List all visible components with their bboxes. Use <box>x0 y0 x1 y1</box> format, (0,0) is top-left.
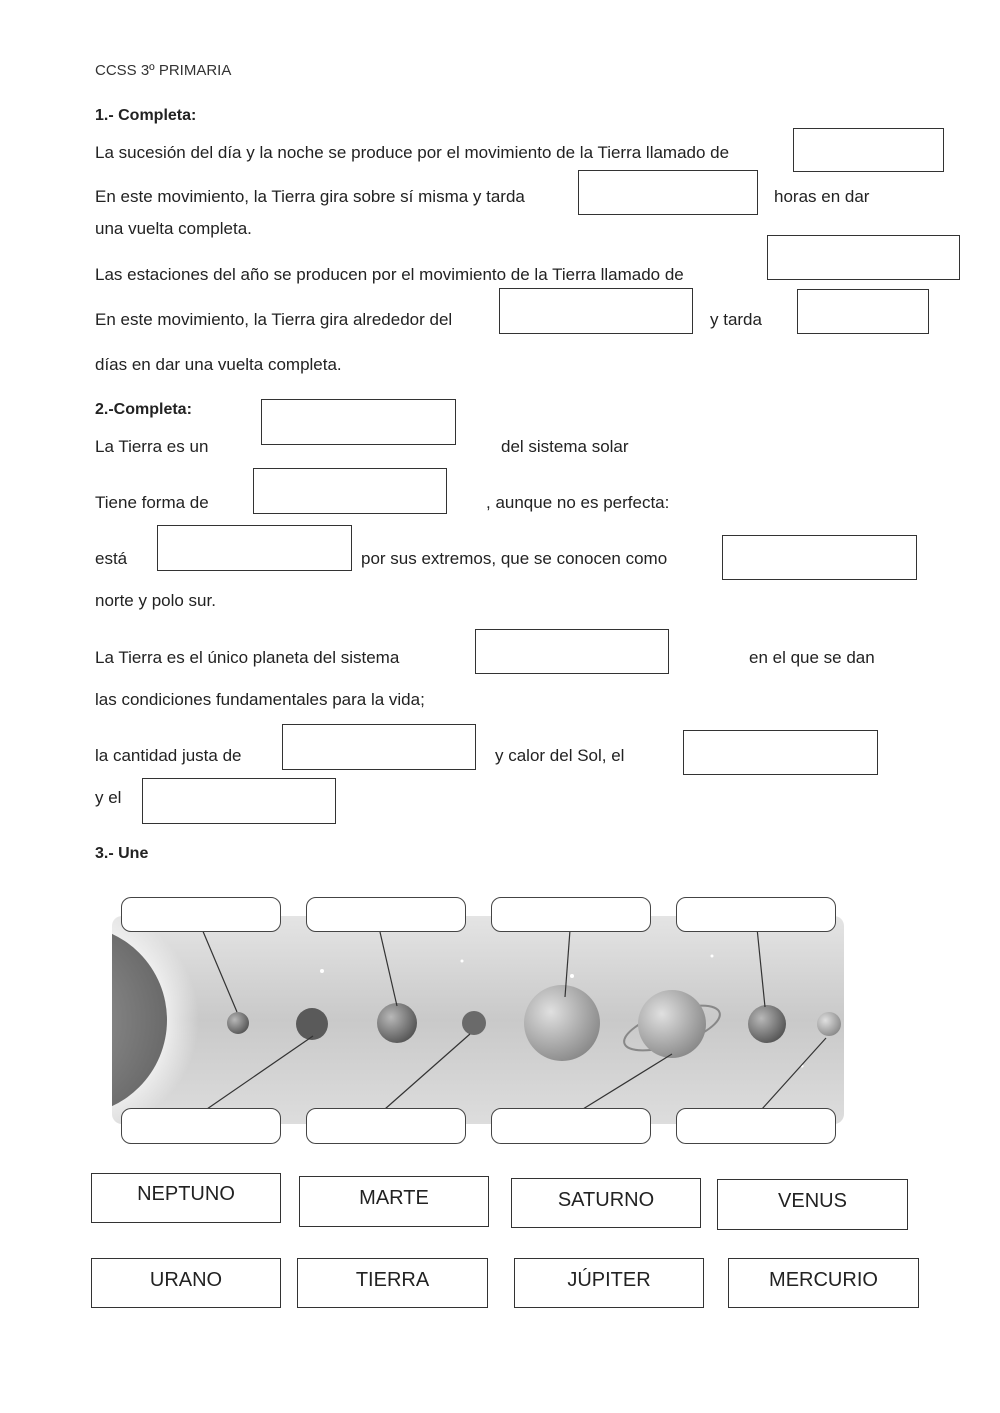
word-tile-mercurio[interactable]: MERCURIO <box>728 1258 919 1308</box>
s1-line2-text-end: horas en dar <box>774 187 870 206</box>
s1-line4-text-end: y tarda <box>710 310 762 329</box>
s2-line2-text-end: , aunque no es perfecta: <box>486 493 670 512</box>
s1-line2-text: En este movimiento, la Tierra gira sobre sí misma y tarda <box>95 187 525 206</box>
word-tile-saturno[interactable]: SATURNO <box>511 1178 701 1228</box>
s2-line6-text: las condiciones fundamentales para la vida; <box>95 690 425 709</box>
s2-line5-text: La Tierra es el único planeta del sistema <box>95 648 400 667</box>
s2-line2-text: Tiene forma de <box>95 493 209 512</box>
planet-label-top-3[interactable] <box>491 897 651 932</box>
s2-line1-text-end: del sistema solar <box>501 437 629 456</box>
planet-label-bottom-4[interactable] <box>676 1108 836 1144</box>
s1-line3-text: Las estaciones del año se producen por el movimiento de la Tierra llamado de <box>95 265 684 284</box>
s1-line1-text: La sucesión del día y la noche se produce por el movimiento de la Tierra llamado de <box>95 143 730 162</box>
s2-line1-text: La Tierra es un <box>95 437 209 456</box>
s2-line4-text: norte y polo sur. <box>95 591 216 610</box>
s1-line5-text: días en dar una vuelta completa. <box>95 355 342 374</box>
word-tile-urano[interactable]: URANO <box>91 1258 281 1308</box>
section-2-title: 2.-Completa: <box>95 401 192 418</box>
planet-label-top-1[interactable] <box>121 897 281 932</box>
planet-label-top-4[interactable] <box>676 897 836 932</box>
word-tile-venus[interactable]: VENUS <box>717 1179 908 1230</box>
section-3-title: 3.- Une <box>95 845 149 862</box>
s2-line8-text: y el <box>95 788 122 807</box>
planet-label-bottom-1[interactable] <box>121 1108 281 1144</box>
s2-line5-text-end: en el que se dan <box>749 648 875 667</box>
s1-line2-continuation: una vuelta completa. <box>95 219 252 238</box>
course-header: CCSS 3º PRIMARIA <box>95 62 232 79</box>
word-tile-tierra[interactable]: TIERRA <box>297 1258 488 1308</box>
planet-label-bottom-2[interactable] <box>306 1108 466 1144</box>
planet-label-bottom-3[interactable] <box>491 1108 651 1144</box>
s2-line7-text-middle: y calor del Sol, el <box>495 746 625 765</box>
word-tile-marte[interactable]: MARTE <box>299 1176 489 1227</box>
word-tile-neptuno[interactable]: NEPTUNO <box>91 1173 281 1223</box>
s1-line4-text: En este movimiento, la Tierra gira alrededor del <box>95 310 453 329</box>
s2-line3-text: está <box>95 549 128 568</box>
section-1-title: 1.- Completa: <box>95 107 197 124</box>
s2-line3-text-middle: por sus extremos, que se conocen como <box>361 549 668 568</box>
word-tile-jupiter[interactable]: JÚPITER <box>514 1258 704 1308</box>
s2-line7-text: la cantidad justa de <box>95 746 242 765</box>
planet-label-top-2[interactable] <box>306 897 466 932</box>
